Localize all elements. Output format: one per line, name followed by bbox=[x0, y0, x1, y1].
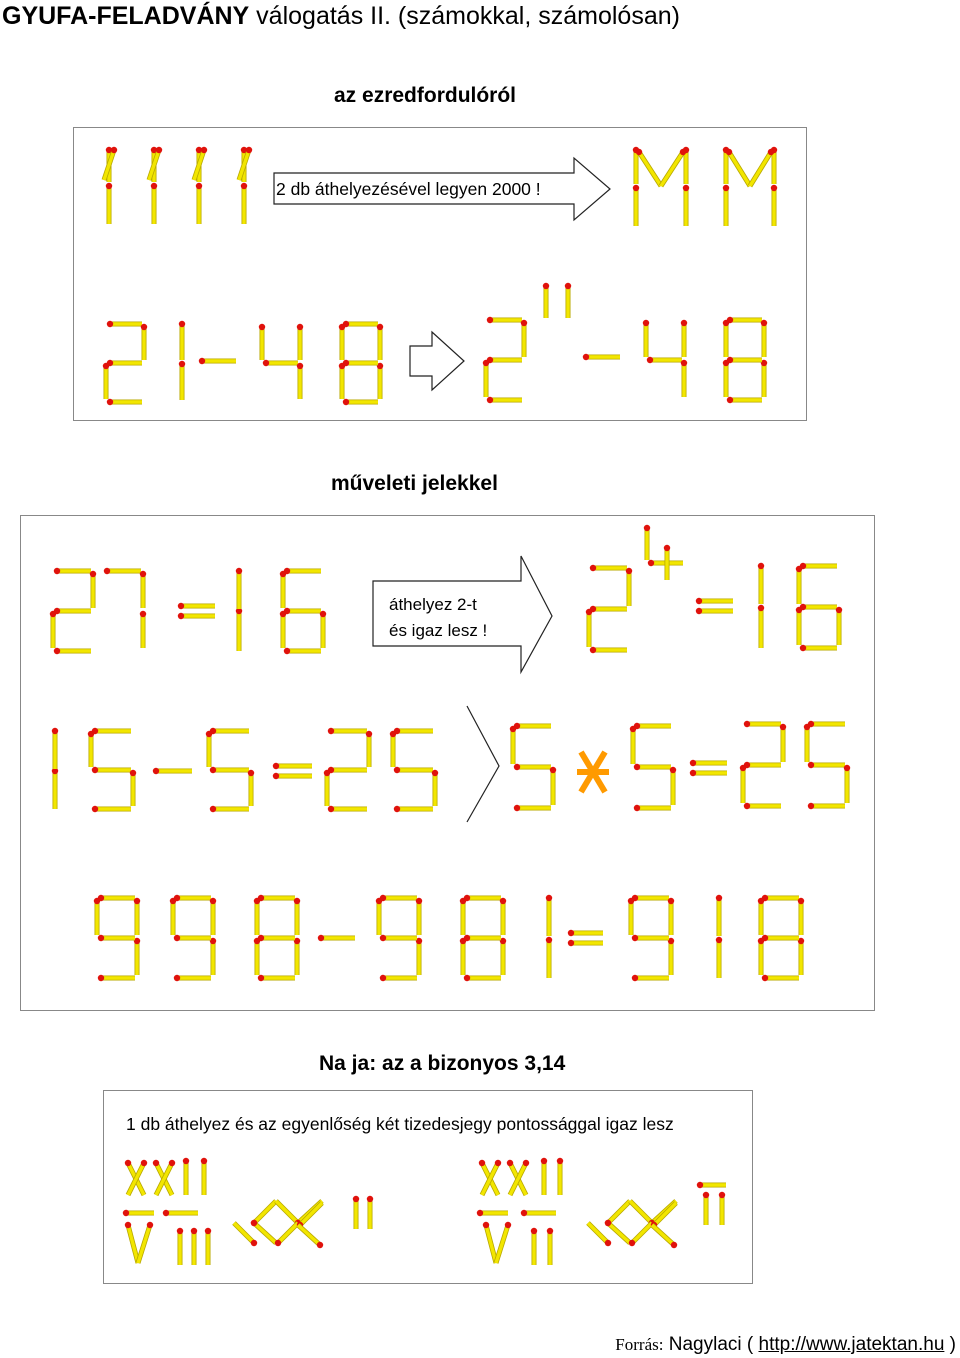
section-heading-operators: műveleti jelekkel bbox=[331, 472, 498, 495]
matchstick bbox=[191, 1228, 197, 1265]
matchstick bbox=[390, 731, 396, 767]
matchstick bbox=[263, 360, 298, 366]
matchstick bbox=[328, 806, 367, 812]
matchstick bbox=[377, 363, 383, 399]
matchstick bbox=[483, 1222, 496, 1263]
matchstick bbox=[88, 731, 94, 767]
matchstick bbox=[205, 1228, 211, 1265]
matchstick bbox=[280, 611, 286, 648]
matchstick bbox=[647, 357, 682, 363]
matchstick bbox=[339, 363, 345, 399]
matchstick bbox=[92, 806, 131, 812]
matchstick bbox=[521, 320, 527, 357]
matchstick bbox=[50, 611, 56, 648]
matchstick bbox=[107, 399, 142, 405]
matchstick bbox=[500, 898, 506, 935]
matchstick bbox=[696, 598, 733, 604]
matchstick bbox=[796, 607, 802, 645]
matchstick bbox=[254, 898, 260, 935]
section-heading-millennium: az ezredfordulóról bbox=[334, 84, 517, 107]
source-label: Forrás: bbox=[615, 1335, 664, 1354]
matchstick bbox=[258, 975, 295, 981]
matchstick bbox=[723, 320, 729, 357]
matchstick bbox=[258, 935, 295, 941]
matchstick bbox=[629, 1223, 652, 1246]
matchstick bbox=[294, 898, 300, 935]
matchstick bbox=[416, 898, 422, 935]
arrow-icon bbox=[410, 332, 464, 390]
matchstick bbox=[54, 648, 91, 654]
matchstick bbox=[104, 568, 141, 574]
matchstick bbox=[376, 898, 382, 935]
matchstick bbox=[586, 609, 592, 647]
matchstick bbox=[681, 320, 687, 357]
matchstick bbox=[140, 571, 146, 608]
matchstick bbox=[800, 645, 837, 651]
matchstick bbox=[744, 762, 781, 768]
matchstick bbox=[179, 321, 185, 360]
matchstick bbox=[210, 938, 216, 975]
matchstick bbox=[844, 765, 850, 803]
matchstick bbox=[798, 938, 804, 975]
matchstick bbox=[134, 898, 140, 935]
matchstick bbox=[254, 938, 260, 975]
matchstick bbox=[628, 898, 634, 935]
matchstick bbox=[726, 149, 750, 186]
matchstick bbox=[54, 608, 91, 614]
matchstick bbox=[634, 805, 671, 811]
matchstick bbox=[107, 321, 142, 327]
matchstick bbox=[298, 1225, 323, 1248]
operators-note-line-2: és igaz lesz ! bbox=[389, 621, 488, 640]
matchstick bbox=[54, 568, 91, 574]
matchstick bbox=[636, 149, 661, 186]
matchstick bbox=[174, 975, 211, 981]
matchstick bbox=[163, 1210, 198, 1216]
matchstick bbox=[343, 360, 378, 366]
matchstick bbox=[294, 938, 300, 975]
matchstick bbox=[196, 183, 202, 224]
matchstick bbox=[464, 895, 501, 901]
matchstick bbox=[632, 975, 669, 981]
matchstick bbox=[92, 728, 131, 734]
matchstick bbox=[590, 565, 627, 571]
matchstick bbox=[605, 1220, 630, 1243]
matchstick bbox=[380, 935, 417, 941]
arrow-icon bbox=[373, 556, 552, 672]
matchstick bbox=[241, 183, 247, 224]
matchstick bbox=[98, 935, 135, 941]
matchstick bbox=[52, 768, 58, 809]
matchstick bbox=[690, 760, 727, 766]
matchstick bbox=[727, 357, 762, 363]
matchstick bbox=[808, 762, 845, 768]
matchstick bbox=[683, 185, 689, 226]
matchstick bbox=[744, 803, 781, 809]
matchstick bbox=[416, 938, 422, 975]
matchstick bbox=[179, 361, 185, 400]
matchstick bbox=[106, 183, 112, 224]
matchstick bbox=[633, 185, 639, 226]
matchstick bbox=[284, 568, 321, 574]
matchstick bbox=[210, 728, 249, 734]
matchstick bbox=[487, 397, 522, 403]
matchstick bbox=[568, 940, 603, 946]
matchstick bbox=[630, 726, 636, 764]
panel-millennium bbox=[73, 127, 807, 421]
matchstick bbox=[134, 938, 140, 975]
puzzle-1111-matches bbox=[104, 147, 252, 224]
matchstick bbox=[496, 1222, 511, 1263]
matchstick bbox=[258, 895, 295, 901]
millennium-note: 2 db áthelyezésével legyen 2000 ! bbox=[276, 179, 541, 199]
matchstick bbox=[804, 724, 810, 762]
matchstick bbox=[590, 647, 627, 653]
matchstick bbox=[318, 935, 355, 941]
matchstick bbox=[723, 360, 729, 397]
matchstick bbox=[273, 763, 312, 769]
matchstick bbox=[210, 767, 249, 773]
matchstick bbox=[460, 938, 466, 975]
matchstick bbox=[236, 608, 242, 651]
matchstick bbox=[798, 898, 804, 935]
matchstick bbox=[761, 360, 767, 397]
matchstick bbox=[394, 767, 433, 773]
matchstick bbox=[123, 1210, 154, 1216]
puzzle-2-4-16-matches bbox=[586, 525, 842, 653]
matchstick bbox=[727, 397, 762, 403]
matchstick bbox=[92, 767, 131, 773]
pi-note: 1 db áthelyez és az egyenlőség két tizedesjegy pontossággal igaz lesz bbox=[126, 1114, 674, 1134]
matchstick bbox=[758, 563, 764, 604]
matchstick bbox=[632, 895, 669, 901]
matchstick bbox=[719, 1192, 725, 1225]
matchstick bbox=[762, 975, 799, 981]
matchstick bbox=[668, 898, 674, 935]
panel-operators-drawing bbox=[21, 516, 874, 1010]
matchstick bbox=[546, 937, 552, 978]
section-heading-pi: Na ja: az a bizonyos 3,14 bbox=[319, 1052, 566, 1075]
matchstick bbox=[251, 1220, 276, 1243]
matchstick bbox=[210, 806, 249, 812]
puzzle-pi-start-matches bbox=[123, 1158, 373, 1265]
matchstick bbox=[380, 975, 417, 981]
puzzle-pi-result-matches bbox=[477, 1158, 726, 1265]
puzzle-15-5-25-matches bbox=[52, 728, 438, 812]
matchstick bbox=[178, 613, 215, 619]
source-close: ) bbox=[944, 1334, 956, 1355]
matchstick bbox=[141, 324, 147, 360]
panel-millennium-drawing bbox=[74, 128, 806, 420]
matchstick bbox=[297, 324, 303, 360]
matchstick bbox=[275, 1223, 298, 1246]
matchstick bbox=[546, 895, 552, 936]
panel-pi bbox=[103, 1090, 753, 1284]
matchstick bbox=[248, 770, 254, 806]
matchstick bbox=[547, 1228, 553, 1265]
puzzle-mm-matches bbox=[633, 147, 777, 226]
matchstick bbox=[510, 726, 516, 764]
matchstick bbox=[394, 728, 433, 734]
source-link[interactable]: http://www.jatektan.hu bbox=[758, 1334, 945, 1355]
matchstick bbox=[557, 1158, 563, 1195]
matchstick bbox=[174, 895, 211, 901]
matchstick bbox=[103, 363, 109, 399]
matchstick bbox=[531, 1228, 537, 1265]
matchstick bbox=[568, 930, 603, 936]
matchstick bbox=[234, 1223, 257, 1246]
matchstick bbox=[750, 149, 774, 186]
chevron-right-icon bbox=[467, 706, 499, 822]
matchstick bbox=[514, 805, 551, 811]
matchstick bbox=[464, 935, 501, 941]
matchstick bbox=[771, 185, 777, 226]
matchstick bbox=[328, 728, 367, 734]
matchstick bbox=[500, 938, 506, 975]
panel-pi-drawing bbox=[104, 1091, 752, 1283]
matchstick bbox=[808, 721, 845, 727]
matchstick bbox=[703, 1192, 709, 1225]
puzzle-5x5-25-matches bbox=[510, 721, 850, 811]
matchstick bbox=[320, 611, 326, 648]
matchstick bbox=[762, 935, 799, 941]
matchstick bbox=[377, 324, 383, 360]
matchstick bbox=[284, 648, 321, 654]
matchstick bbox=[588, 1223, 611, 1246]
matchstick bbox=[90, 571, 96, 608]
matchstick bbox=[796, 566, 802, 604]
matchstick bbox=[236, 568, 242, 609]
matchstick bbox=[98, 975, 135, 981]
matchstick bbox=[52, 728, 58, 769]
page-title bbox=[2, 2, 680, 31]
matchstick bbox=[652, 1225, 677, 1248]
matchstick bbox=[153, 768, 192, 774]
matchstick bbox=[780, 724, 786, 762]
matchstick bbox=[626, 568, 632, 606]
source-credit bbox=[615, 1334, 956, 1356]
matchstick bbox=[634, 764, 671, 770]
matchstick bbox=[762, 895, 799, 901]
matchstick bbox=[280, 571, 286, 608]
matchstick bbox=[670, 767, 676, 805]
matchstick bbox=[366, 731, 372, 767]
puzzle-21-48-matches bbox=[103, 321, 383, 405]
matchstick bbox=[343, 321, 378, 327]
matchstick bbox=[634, 723, 671, 729]
matchstick bbox=[758, 898, 764, 935]
matchstick bbox=[107, 360, 142, 366]
matchstick bbox=[98, 895, 135, 901]
matchstick bbox=[664, 545, 670, 580]
matchstick bbox=[130, 770, 136, 806]
puzzle-27-16-matches bbox=[50, 568, 326, 654]
matchstick bbox=[716, 937, 722, 978]
page-title-rest: válogatás II. (számokkal, számolósan) bbox=[249, 2, 680, 30]
matchstick bbox=[643, 320, 649, 357]
matchstick bbox=[380, 895, 417, 901]
matchstick bbox=[740, 765, 746, 803]
matchstick bbox=[668, 938, 674, 975]
matchstick bbox=[696, 608, 733, 614]
matchstick bbox=[661, 149, 686, 186]
matchstick bbox=[206, 731, 212, 767]
operators-note-line-1: áthelyez 2-t bbox=[389, 595, 477, 614]
matchstick bbox=[681, 360, 687, 397]
matchstick bbox=[632, 935, 669, 941]
matchstick bbox=[170, 898, 176, 935]
matchstick bbox=[541, 1158, 547, 1195]
matchstick bbox=[210, 898, 216, 935]
matchstick bbox=[324, 770, 330, 806]
matchstick bbox=[259, 324, 265, 360]
matchstick bbox=[284, 608, 321, 614]
matchstick bbox=[723, 185, 729, 226]
matchstick bbox=[716, 895, 722, 936]
asterisk-icon bbox=[577, 752, 609, 792]
matchstick bbox=[464, 975, 501, 981]
matchstick bbox=[800, 604, 837, 610]
matchstick bbox=[521, 1210, 556, 1216]
matchstick bbox=[353, 1196, 359, 1229]
matchstick bbox=[183, 1158, 189, 1195]
matchstick bbox=[199, 358, 236, 364]
matchstick bbox=[808, 803, 845, 809]
matchstick bbox=[273, 773, 312, 779]
matchstick bbox=[697, 1182, 726, 1188]
matchstick bbox=[138, 1222, 153, 1263]
matchstick bbox=[339, 324, 345, 360]
puzzle-998-981-918-matches bbox=[94, 895, 804, 981]
matchstick bbox=[328, 767, 367, 773]
matchstick bbox=[140, 611, 146, 648]
matchstick bbox=[514, 764, 551, 770]
matchstick bbox=[343, 399, 378, 405]
matchstick bbox=[487, 357, 522, 363]
matchstick bbox=[483, 360, 489, 397]
matchstick bbox=[727, 317, 762, 323]
matchstick bbox=[94, 898, 100, 935]
matchstick bbox=[583, 354, 620, 360]
matchstick bbox=[125, 1222, 138, 1263]
matchstick bbox=[201, 1158, 207, 1195]
puzzle-2-11-48-matches bbox=[483, 283, 767, 403]
matchstick bbox=[394, 806, 433, 812]
matchstick bbox=[550, 767, 556, 805]
matchstick bbox=[177, 1228, 183, 1265]
matchstick bbox=[297, 363, 303, 399]
matchstick bbox=[565, 283, 571, 318]
matchstick bbox=[836, 607, 842, 645]
matchstick bbox=[477, 1210, 508, 1216]
matchstick bbox=[590, 606, 627, 612]
source-author: Nagylaci ( bbox=[663, 1334, 759, 1355]
matchstick bbox=[543, 283, 549, 318]
matchstick bbox=[761, 320, 767, 357]
panel-operators bbox=[20, 515, 875, 1011]
matchstick bbox=[758, 605, 764, 648]
matchstick bbox=[487, 317, 522, 323]
page-title-lead: GYUFA-FELADVÁNY bbox=[2, 2, 250, 30]
matchstick bbox=[432, 770, 438, 806]
matchstick bbox=[744, 721, 781, 727]
matchstick bbox=[690, 770, 727, 776]
matchstick bbox=[514, 723, 551, 729]
matchstick bbox=[644, 525, 650, 560]
matchstick bbox=[800, 563, 837, 569]
matchstick bbox=[758, 938, 764, 975]
matchstick bbox=[151, 183, 157, 224]
matchstick bbox=[178, 603, 215, 609]
matchstick bbox=[174, 935, 211, 941]
matchstick bbox=[460, 898, 466, 935]
matchstick bbox=[367, 1196, 373, 1229]
